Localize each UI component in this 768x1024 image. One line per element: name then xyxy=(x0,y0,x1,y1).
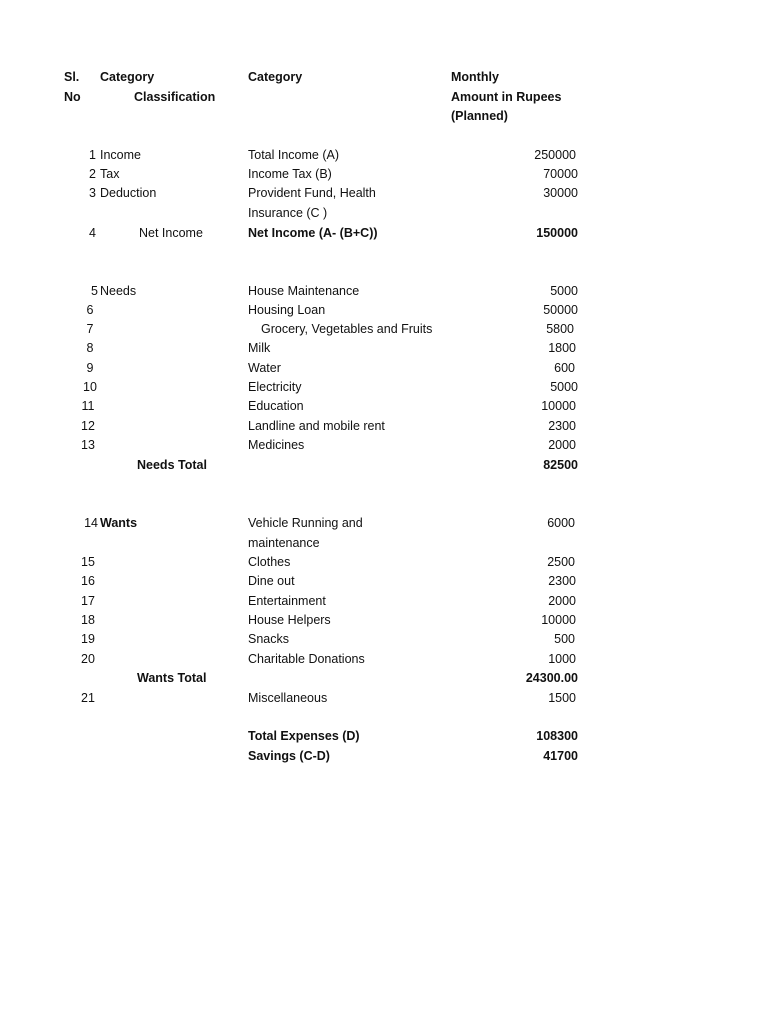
header-category-col1: Category xyxy=(100,70,155,84)
row-category: Provident Fund, Health xyxy=(248,186,376,200)
header-sl: Sl. xyxy=(64,70,80,84)
net-income-amount: 150000 xyxy=(536,226,578,240)
row-sl: 11 xyxy=(81,399,95,413)
row-sl: 19 xyxy=(81,632,95,646)
row-category: Housing Loan xyxy=(248,303,326,317)
savings-amount: 41700 xyxy=(543,749,578,763)
row-amount: 5000 xyxy=(550,380,578,394)
row-sl: 13 xyxy=(81,438,95,452)
row-classification: Needs xyxy=(100,284,137,298)
savings-label: Savings (C-D) xyxy=(248,749,330,763)
row-amount: 500 xyxy=(554,632,575,646)
row-sl: 2 xyxy=(89,167,96,181)
total-expenses-amount: 108300 xyxy=(536,729,578,743)
wants-total-amount: 24300.00 xyxy=(525,671,578,685)
row-sl: 3 xyxy=(89,186,96,200)
row-classification: Deduction xyxy=(100,186,157,200)
row-category: Landline and mobile rent xyxy=(248,419,385,433)
row-category: Miscellaneous xyxy=(248,691,328,705)
row-category: Snacks xyxy=(248,632,289,646)
row-category: Water xyxy=(248,361,281,375)
row-sl: 1 xyxy=(89,148,96,162)
wants-total-label: Wants Total xyxy=(137,671,207,685)
row-category: Medicines xyxy=(248,438,305,452)
row-category: Income Tax (B) xyxy=(248,167,332,181)
header-no: No xyxy=(64,90,81,104)
row-amount: 70000 xyxy=(543,167,578,181)
row-amount: 2300 xyxy=(548,419,576,433)
row-amount: 5800 xyxy=(546,322,574,336)
header-planned: (Planned) xyxy=(451,109,508,123)
row-amount: 30000 xyxy=(543,186,578,200)
row-amount: 5000 xyxy=(550,284,578,298)
needs-total-amount: 82500 xyxy=(543,458,578,472)
row-sl: 10 xyxy=(83,380,97,394)
row-sl: 9 xyxy=(86,361,94,375)
row-category: Entertainment xyxy=(248,594,326,608)
row-sl: 21 xyxy=(81,691,95,705)
row-category: Grocery, Vegetables and Fruits xyxy=(261,322,433,336)
row-sl: 16 xyxy=(81,574,95,588)
header-monthly: Monthly xyxy=(451,70,499,84)
needs-total-label: Needs Total xyxy=(137,458,207,472)
row-amount: 1000 xyxy=(548,652,576,666)
row-amount: 2300 xyxy=(548,574,576,588)
row-amount: 600 xyxy=(554,361,575,375)
row-category: House Maintenance xyxy=(248,284,360,298)
row-category: Education xyxy=(248,399,304,413)
row-classification: Net Income xyxy=(139,226,203,240)
header-amount: Amount in Rupees xyxy=(451,90,562,104)
row-sl: 17 xyxy=(81,594,95,608)
row-amount: 10000 xyxy=(541,613,576,627)
row-category: Clothes xyxy=(248,555,291,569)
row-category-cont: maintenance xyxy=(248,536,320,550)
row-sl: 15 xyxy=(81,555,95,569)
row-sl: 4 xyxy=(89,226,96,240)
header-classification: Classification xyxy=(134,90,216,104)
row-amount: 1500 xyxy=(548,691,576,705)
row-classification: Wants xyxy=(100,516,138,530)
row-sl: 6 xyxy=(86,303,94,317)
header-category: Category xyxy=(248,70,303,84)
row-category: Charitable Donations xyxy=(248,652,365,666)
row-amount: 2500 xyxy=(547,555,575,569)
row-amount: 6000 xyxy=(547,516,575,530)
row-amount: 2000 xyxy=(548,438,576,452)
row-sl: 20 xyxy=(81,652,95,666)
row-amount: 1800 xyxy=(548,341,576,355)
row-category: Electricity xyxy=(248,380,302,394)
row-classification: Tax xyxy=(100,167,120,181)
row-classification: Income xyxy=(100,148,141,162)
row-amount: 250000 xyxy=(534,148,576,162)
row-category: Dine out xyxy=(248,574,295,588)
row-category: Milk xyxy=(248,341,271,355)
row-sl: 18 xyxy=(81,613,95,627)
total-expenses-label: Total Expenses (D) xyxy=(248,729,360,743)
row-sl: 8 xyxy=(86,341,94,355)
row-category: Vehicle Running and xyxy=(248,516,363,530)
row-category-cont: Insurance (C ) xyxy=(248,206,328,220)
row-category: Total Income (A) xyxy=(248,148,340,162)
row-amount: 10000 xyxy=(541,399,576,413)
row-category: House Helpers xyxy=(248,613,331,627)
row-sl: 12 xyxy=(81,419,95,433)
net-income-label: Net Income (A- (B+C)) xyxy=(248,226,378,240)
row-sl: 7 xyxy=(86,322,94,336)
row-sl: 5 xyxy=(91,284,98,298)
row-amount: 50000 xyxy=(543,303,578,317)
row-amount: 2000 xyxy=(548,594,576,608)
row-sl: 14 xyxy=(84,516,98,530)
